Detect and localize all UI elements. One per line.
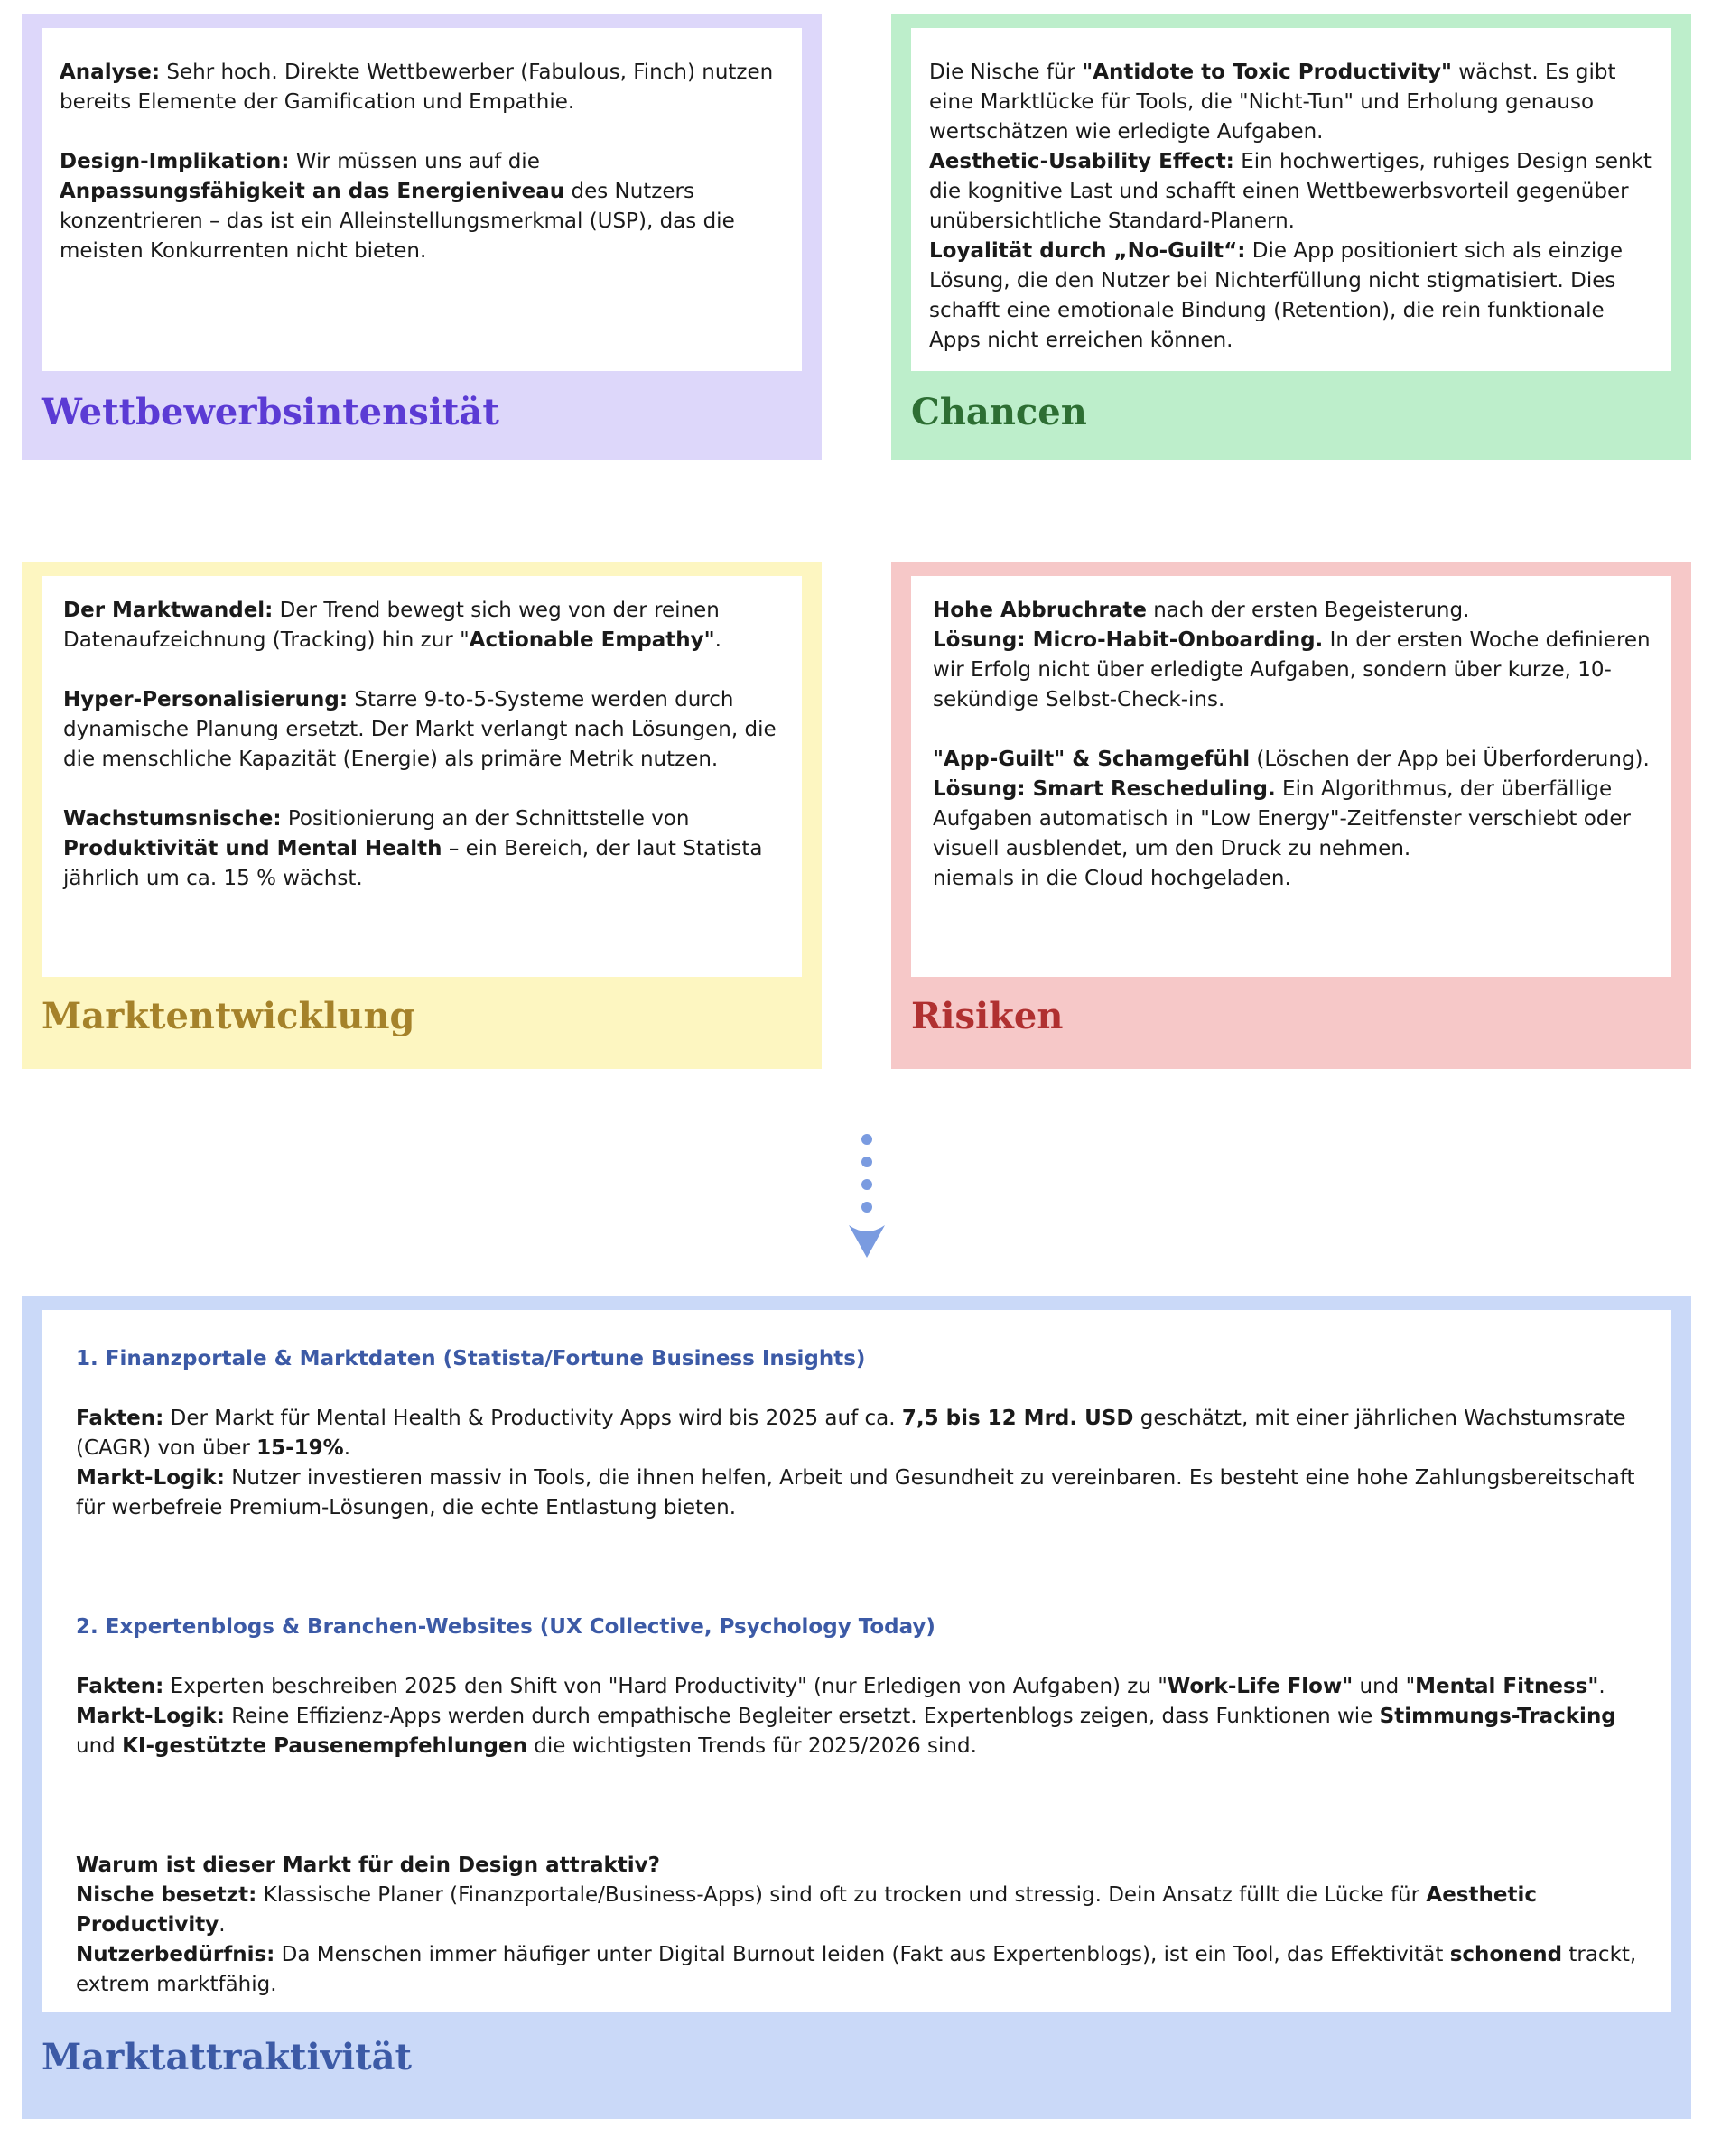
card-wettbewerbsintensitaet [22,14,822,460]
paragraph-smart-rescheduling: Lösung: Smart Rescheduling. Ein Algorithmus, der überfällige Aufgaben automatisch in "Low Energy"-Zeitfenster verschiebt oder visuell ausblendet, um den Druck zu nehmen. [933,777,1632,860]
paragraph-nische: Die Nische für "Antidote to Toxic Productivity" wächst. Es gibt eine Marktlücke für Tools, die "Nicht-Tun" und Erholung genauso wertschätzen wie erledigte Aufgaben. [929,60,1616,144]
card-title: Marktentwicklung [42,995,415,1037]
card-title: Chancen [911,391,1087,433]
paragraph-nutzerbeduerfnis: Nutzerbedürfnis: Da Menschen immer häufiger unter Digital Burnout leiden (Fakt aus Expertenblogs), ist ein Tool, das Effektivität schonend trackt, extrem marktfähig. [76,1943,1637,1996]
section-heading-finanzportale: 1. Finanzportale & Marktdaten (Statista/Fortune Business Insights) [76,1347,866,1371]
paragraph-markt-logik-2: Markt-Logik: Reine Effizienz-Apps werden durch empathische Begleiter ersetzt. Expertenblogs zeigen, dass Funktionen wie Stimmungs-Tracking und KI-gestützte Pausenempfehlungen die wichtigsten Trends für 2025/2026 sind. [76,1705,1616,1758]
card-marktentwicklung [22,562,822,1069]
paragraph-hyper-personalisierung: Hyper-Personalisierung: Starre 9-to-5-Systeme werden durch dynamische Planung ersetzt. Der Markt verlangt nach Lösungen, die die menschliche Kapazität (Energie) als primäre Metrik nutzen. [63,688,777,771]
paragraph-wachstumsnische: Wachstumsnische: Positionierung an der Schnittstelle von Produktivität und Mental Health – ein Bereich, der laut Statista jährlich um ca. 15 % wächst. [63,807,763,890]
card-title: Risiken [911,995,1064,1037]
dotted-arrow-down-icon [849,1124,885,1269]
paragraph-design-implikation: Design-Implikation: Wir müssen uns auf die Anpassungsfähigkeit an das Energieniveau des Nutzers konzentrieren – das ist ein Alleinstellungsmerkmal (USP), das die meisten Konkurrenten nicht bieten. [60,150,735,263]
card-body [42,28,802,371]
card-risiken [891,562,1691,1069]
paragraph-analyse: Analyse: Sehr hoch. Direkte Wettbewerber (Fabulous, Finch) nutzen bereits Elemente der Gamification und Empathie. [60,60,774,114]
card-chancen [891,14,1691,460]
section-heading-expertenblogs: 2. Expertenblogs & Branchen-Websites (UX Collective, Psychology Today) [76,1615,935,1639]
paragraph-cloud: niemals in die Cloud hochgeladen. [933,867,1291,890]
paragraph-micro-habit: Lösung: Micro-Habit-Onboarding. In der ersten Woche definieren wir Erfolg nicht über erledigte Aufgaben, sondern über kurze, 10-sekündige Selbst-Check-ins. [933,628,1651,711]
card-marktattraktivitaet [22,1296,1691,2119]
paragraph-nische-besetzt: Nische besetzt: Klassische Planer (Finanzportale/Business-Apps) sind oft zu trocken und stressig. Dein Ansatz füllt die Lücke für Aesthetic Productivity. [76,1883,1537,1937]
card-body [911,576,1671,977]
question-attraktiv: Warum ist dieser Markt für dein Design attraktiv? [76,1854,661,1877]
paragraph-fakten-2: Fakten: Experten beschreiben 2025 den Shift von "Hard Productivity" (nur Erledigen von Aufgaben) zu "Work-Life Flow" und "Mental Fitness". [76,1675,1605,1698]
paragraph-abbruchrate: Hohe Abbruchrate nach der ersten Begeisterung. [933,599,1470,622]
paragraph-aesthetic-usability: Aesthetic-Usability Effect: Ein hochwertiges, ruhiges Design senkt die kognitive Last und schafft einen Wettbewerbsvorteil gegenüber unübersichtliche Standard-Planern. [929,150,1652,233]
card-body [42,1310,1671,2012]
card-body [42,576,802,977]
paragraph-fakten-1: Fakten: Der Markt für Mental Health & Productivity Apps wird bis 2025 auf ca. 7,5 bis 12 Mrd. USD geschätzt, mit einer jährlichen Wachstumsrate (CAGR) von über 15-19%. [76,1407,1626,1460]
card-title: Marktattraktivität [42,2036,413,2078]
paragraph-markt-logik-1: Markt-Logik: Nutzer investieren massiv in Tools, die ihnen helfen, Arbeit und Gesundheit zu vereinbaren. Es besteht eine hohe Zahlungsbereitschaft für werbefreie Premium-Lösungen, die echte Entlastung bieten. [76,1466,1635,1519]
card-title: Wettbewerbsintensität [42,391,499,433]
card-body [911,28,1671,371]
paragraph-loyalitaet: Loyalität durch „No-Guilt“: Die App positioniert sich als einzige Lösung, die den Nutzer bei Nichterfüllung nicht stigmatisiert. Dies schafft eine emotionale Bindung (Retention), die rein funktionale Apps nicht erreichen können. [929,239,1624,352]
paragraph-app-guilt: "App-Guilt" & Schamgefühl (Löschen der App bei Überforderung). [933,748,1650,771]
paragraph-marktwandel: Der Marktwandel: Der Trend bewegt sich weg von der reinen Datenaufzeichnung (Tracking) hin zur "Actionable Empathy". [63,599,721,652]
